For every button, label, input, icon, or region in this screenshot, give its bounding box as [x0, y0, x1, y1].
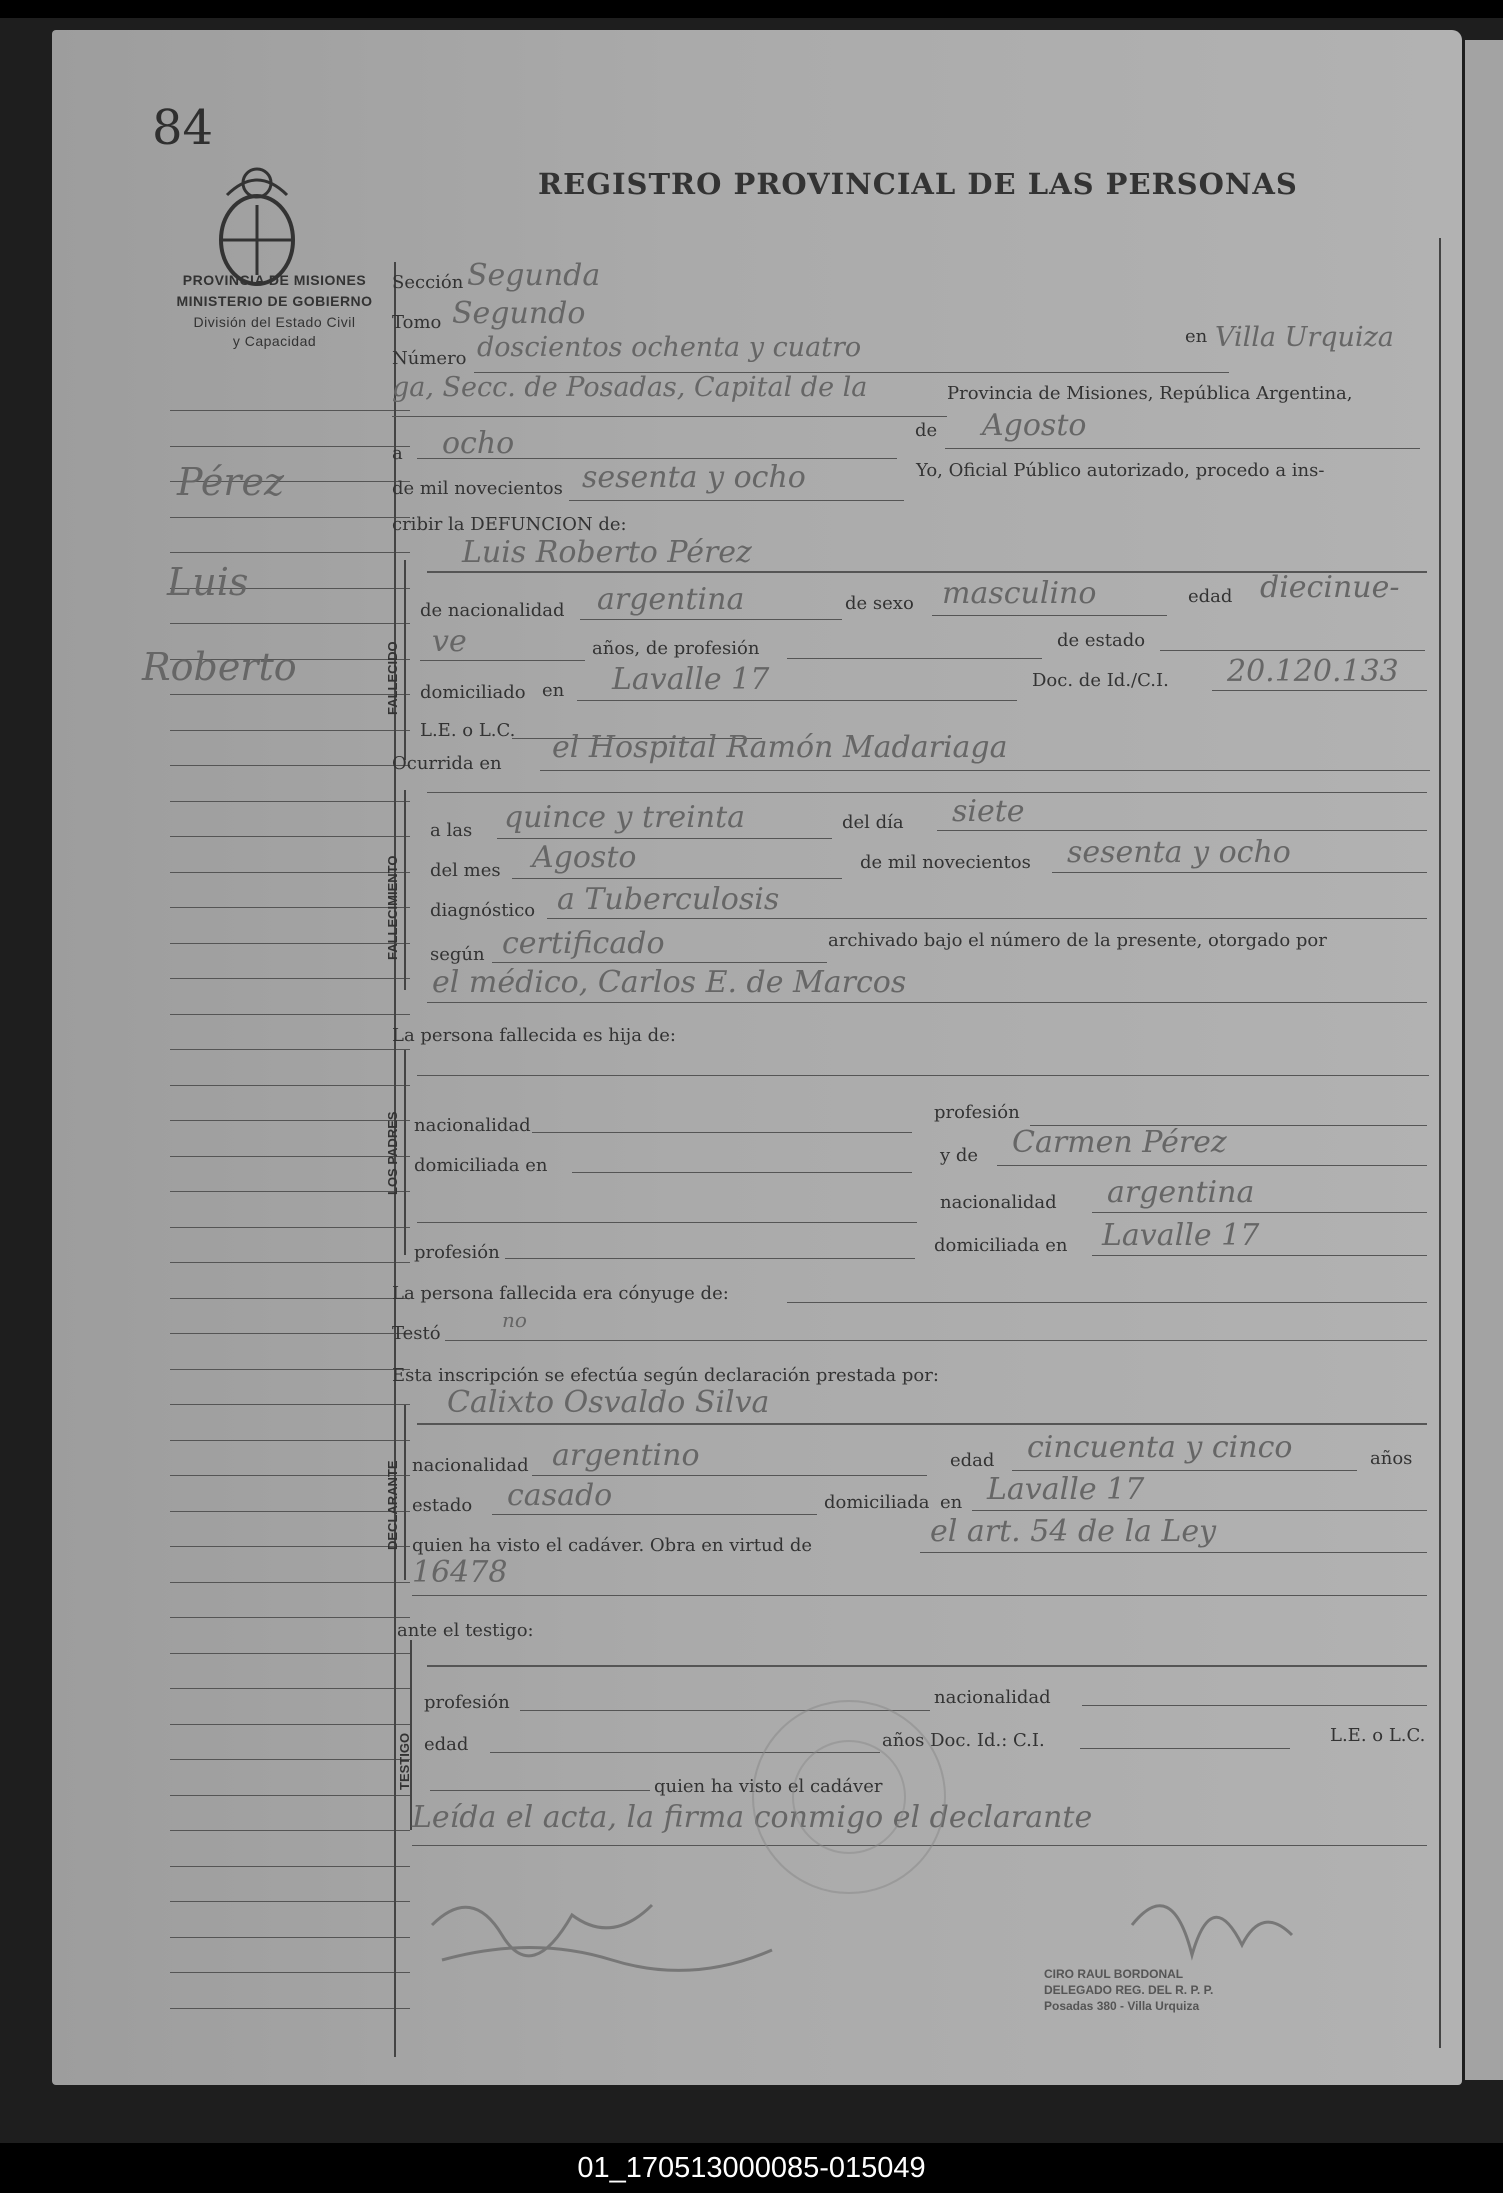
- value-lugar: ga, Secc. de Posadas, Capital de la: [392, 372, 868, 403]
- label-doc-id: Doc. de Id./C.I.: [1032, 670, 1169, 691]
- value-en: Villa Urquiza: [1215, 322, 1394, 353]
- side-label-fallecimiento: FALLECIMIENTO: [385, 855, 400, 960]
- value-otorgado-por: el médico, Carlos E. de Marcos: [432, 965, 907, 1000]
- label-quien-cadaver: quien ha visto el cadáver. Obra en virtud de: [412, 1535, 813, 1556]
- official-name: CIRO RAUL BORDONAL: [1044, 1967, 1184, 1981]
- image-caption: 01_170513000085-015049: [0, 2143, 1503, 2193]
- label-edad: edad: [1188, 586, 1233, 607]
- value-seccion: Segunda: [467, 258, 601, 293]
- margin-surname: Pérez: [177, 460, 285, 504]
- label-nacionalidad-declarante: nacionalidad: [412, 1455, 529, 1476]
- value-tomo: Segundo: [452, 296, 586, 331]
- value-doc: 20.120.133: [1227, 654, 1399, 689]
- value-ocurrida: el Hospital Ramón Madariaga: [552, 730, 1008, 765]
- value-numero: doscientos ochenta y cuatro: [477, 332, 862, 363]
- label-nacionalidad-testigo: nacionalidad: [934, 1687, 1051, 1708]
- margin-ruled-line: [170, 623, 410, 624]
- label-conyuge: La persona fallecida era cónyuge de:: [392, 1283, 729, 1304]
- margin-ruled-line: [170, 1156, 410, 1157]
- margin-ruled-line: [170, 517, 410, 518]
- margin-ruled-line: [170, 1937, 410, 1938]
- org-line-2: MINISTERIO DE GOBIERNO: [176, 293, 373, 309]
- value-edad-b: ve: [432, 624, 467, 659]
- margin-ruled-line: [170, 1830, 410, 1831]
- value-nombre: Luis Roberto Pérez: [462, 535, 752, 570]
- fallecido-bracket: [404, 560, 406, 760]
- margin-ruled-line: [170, 1582, 410, 1583]
- org-line-1: PROVINCIA DE MISIONES: [182, 272, 367, 288]
- value-a-dia: ocho: [442, 426, 515, 461]
- margin-ruled-line: [170, 765, 410, 766]
- value-mes: Agosto: [532, 840, 637, 875]
- margin-ruled-line: [170, 1866, 410, 1867]
- margin-ruled-line: [170, 1795, 410, 1796]
- label-de-mil-novecientos: de mil novecientos: [392, 478, 563, 499]
- margin-ruled-line: [170, 694, 410, 695]
- label-numero: Número: [392, 348, 467, 369]
- margin-name-1: Luis: [167, 560, 249, 604]
- label-de-nacionalidad: de nacionalidad: [420, 600, 565, 621]
- margin-ruled-line: [170, 836, 410, 837]
- side-label-los-padres: LOS PADRES: [385, 1111, 400, 1195]
- value-estado: casado: [507, 1478, 613, 1513]
- label-segun: según: [430, 944, 485, 965]
- side-label-testigo: TESTIGO: [397, 1732, 412, 1790]
- label-a-las: a las: [430, 820, 473, 841]
- register-page: [52, 30, 1462, 2085]
- margin-ruled-line: [170, 2008, 410, 2009]
- label-domiciliada-en-padre: domiciliada en: [414, 1155, 548, 1176]
- label-nacionalidad-padre: nacionalidad: [414, 1115, 531, 1136]
- margin-ruled-line: [170, 1475, 410, 1476]
- org-line-4: y Capacidad: [232, 333, 317, 349]
- margin-ruled-line: [170, 1049, 410, 1050]
- label-edad-declarante: edad: [950, 1450, 995, 1471]
- label-de-sexo: de sexo: [845, 593, 914, 614]
- label-seccion: Sección: [392, 272, 464, 293]
- page-number: 84: [152, 100, 214, 156]
- label-cribir: cribir la DEFUNCION de:: [392, 514, 627, 535]
- label-en: en: [1185, 326, 1208, 347]
- margin-ruled-line: [170, 1724, 410, 1725]
- margin-ruled-line: [170, 1191, 410, 1192]
- label-nacionalidad-madre: nacionalidad: [940, 1192, 1057, 1213]
- margin-ruled-line: [170, 1617, 410, 1618]
- margin-ruled-line: [170, 1262, 410, 1263]
- label-anos-declarante: años: [1370, 1448, 1413, 1469]
- margin-ruled-line: [170, 446, 410, 447]
- official-address: Posadas 380 - Villa Urquiza: [1044, 1999, 1200, 2013]
- value-anio-2: sesenta y ocho: [1067, 835, 1291, 870]
- label-le-lc: L.E. o L.C.: [420, 720, 516, 741]
- label-profesion-padre: profesión: [934, 1102, 1020, 1123]
- margin-ruled-line: [170, 978, 410, 979]
- margin-ruled-line: [170, 1511, 410, 1512]
- margin-name-2: Roberto: [142, 645, 297, 689]
- label-domiciliada-declarante: domiciliada: [824, 1492, 930, 1513]
- value-obra: el art. 54 de la Ley: [930, 1514, 1217, 1549]
- value-dom-declarante: Lavalle 17: [987, 1472, 1145, 1507]
- margin-ruled-line: [170, 1901, 410, 1902]
- label-y-de: y de: [940, 1145, 979, 1166]
- value-dom-madre: Lavalle 17: [1102, 1218, 1260, 1253]
- label-del-dia: del día: [842, 812, 904, 833]
- margin-ruled-line: [170, 1546, 410, 1547]
- label-anos-doc: años Doc. Id.: C.I.: [882, 1730, 1045, 1751]
- value-testo: no: [502, 1308, 527, 1332]
- margin-ruled-line: [170, 1120, 410, 1121]
- value-madre: Carmen Pérez: [1012, 1125, 1227, 1160]
- margin-ruled-line: [170, 1369, 410, 1370]
- margin-ruled-line: [170, 1227, 410, 1228]
- label-testo: Testó: [392, 1323, 441, 1344]
- margin-ruled-line: [170, 1298, 410, 1299]
- value-nac-madre: argentina: [1107, 1175, 1255, 1210]
- margin-ruled-line: [170, 1404, 410, 1405]
- label-tomo: Tomo: [392, 312, 442, 333]
- page-title: REGISTRO PROVINCIAL DE LAS PERSONAS: [538, 167, 1298, 201]
- label-edad-testigo: edad: [424, 1734, 469, 1755]
- label-archivado: archivado bajo el número de la presente, otorgado por: [828, 930, 1327, 951]
- label-profesion-madre: profesión: [414, 1242, 500, 1263]
- value-sexo: masculino: [942, 576, 1097, 611]
- label-anos-profesion: años, de profesión: [592, 638, 760, 659]
- value-hora: quince y treinta: [504, 800, 746, 835]
- label-quien-visto: quien ha visto el cadáver: [654, 1776, 883, 1797]
- side-label-fallecido: FALLECIDO: [385, 641, 400, 715]
- label-de-estado: de estado: [1057, 630, 1146, 651]
- label-a: a: [392, 443, 403, 464]
- value-declarante: Calixto Osvaldo Silva: [447, 1385, 770, 1420]
- margin-ruled-line: [170, 1085, 410, 1086]
- label-hija-de: La persona fallecida es hija de:: [392, 1025, 676, 1046]
- margin-ruled-line: [170, 943, 410, 944]
- margin-ruled-line: [170, 410, 410, 411]
- value-edad-declarante: cincuenta y cinco: [1027, 1430, 1293, 1465]
- value-de-mes: Agosto: [982, 408, 1087, 443]
- margin-ruled-line: [170, 1972, 410, 1973]
- label-yo-oficial: Yo, Oficial Público autorizado, procedo a ins-: [916, 460, 1325, 481]
- fallecimiento-bracket: [404, 790, 406, 990]
- label-diagnostico: diagnóstico: [430, 900, 536, 921]
- label-en-declarante: en: [940, 1492, 963, 1513]
- label-provincia: Provincia de Misiones, República Argentina,: [947, 383, 1353, 404]
- label-domiciliado-en: en: [542, 680, 565, 701]
- padres-bracket: [404, 1050, 406, 1255]
- margin-ruled-line: [170, 1440, 410, 1441]
- value-edad-a: diecinue-: [1260, 570, 1400, 605]
- margin-ruled-line: [170, 1014, 410, 1015]
- side-label-declarante: DECLARANTE: [385, 1460, 400, 1550]
- org-line-3: División del Estado Civil: [193, 314, 356, 330]
- value-nac-declarante: argentino: [552, 1438, 700, 1473]
- value-segun: certificado: [502, 926, 665, 961]
- label-profesion-testigo: profesión: [424, 1692, 510, 1713]
- label-inscripcion: Esta inscripción se efectúa según declaración prestada por:: [392, 1365, 939, 1386]
- label-de-mil-novecientos-2: de mil novecientos: [860, 852, 1031, 873]
- margin-ruled-line: [170, 801, 410, 802]
- label-de: de: [915, 420, 938, 441]
- right-border: [1439, 238, 1441, 2048]
- value-nacionalidad: argentina: [597, 582, 745, 617]
- label-domiciliado: domiciliado: [420, 682, 526, 703]
- label-ante-testigo: ante el testigo:: [397, 1620, 534, 1641]
- value-domicilio: Lavalle 17: [612, 662, 770, 697]
- margin-ruled-line: [170, 552, 410, 553]
- label-del-mes: del mes: [430, 860, 501, 881]
- value-ley: 16478: [412, 1555, 508, 1590]
- margin-ruled-line: [170, 1653, 410, 1654]
- label-estado: estado: [412, 1495, 473, 1516]
- official-title: DELEGADO REG. DEL R. P. P.: [1044, 1983, 1214, 1997]
- margin-ruled-line: [170, 1759, 410, 1760]
- value-dia: siete: [952, 794, 1025, 829]
- margin-ruled-line: [170, 1333, 410, 1334]
- label-ocurrida-en: Ocurrida en: [392, 753, 502, 774]
- margin-ruled-line: [170, 872, 410, 873]
- value-diagnostico: a Tuberculosis: [557, 882, 780, 917]
- margin-ruled-line: [170, 1688, 410, 1689]
- label-le-lc-testigo: L.E. o L.C.: [1330, 1725, 1426, 1746]
- value-anio: sesenta y ocho: [582, 460, 806, 495]
- official-seal-inner-icon: [792, 1740, 906, 1854]
- margin-ruled-line: [170, 907, 410, 908]
- label-domiciliada-en-madre: domiciliada en: [934, 1235, 1068, 1256]
- declarante-bracket: [404, 1405, 406, 1580]
- margin-ruled-line: [170, 730, 410, 731]
- value-nota: Leída el acta, la firma conmigo el declarante: [412, 1800, 1093, 1835]
- adjacent-page-edge: [1465, 40, 1503, 2080]
